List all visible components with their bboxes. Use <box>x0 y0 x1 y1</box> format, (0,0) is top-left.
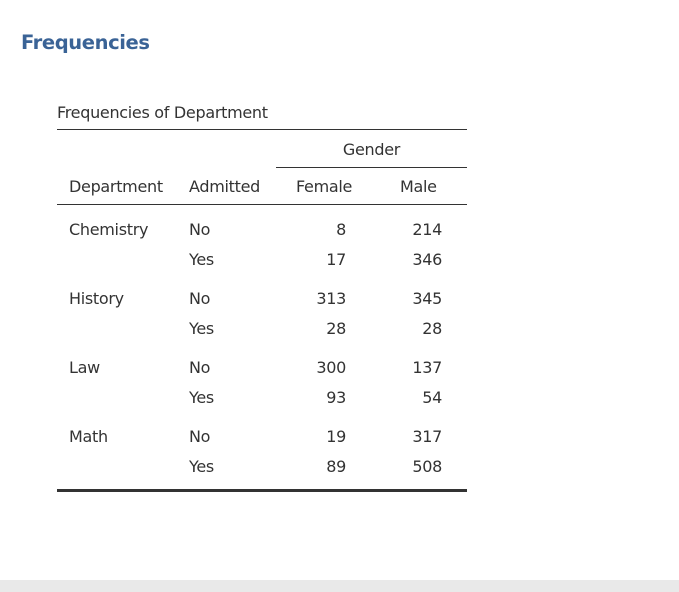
table-caption: Frequencies of Department <box>57 103 268 122</box>
cell-male: 346 <box>412 250 442 269</box>
cell-admitted: No <box>189 289 211 308</box>
cell-department: History <box>69 289 124 308</box>
column-header-department: Department <box>69 177 163 196</box>
table-bottom-rule <box>57 489 467 492</box>
cell-female: 300 <box>316 358 346 377</box>
cell-female: 313 <box>316 289 346 308</box>
cell-department: Chemistry <box>69 220 149 239</box>
cell-female: 28 <box>326 319 346 338</box>
cell-admitted: No <box>189 220 211 239</box>
column-header-female: Female <box>296 177 353 196</box>
results-heading: Frequencies <box>21 31 150 54</box>
cell-female: 8 <box>336 220 346 239</box>
header-rule <box>57 204 467 205</box>
cell-male: 345 <box>412 289 442 308</box>
cell-admitted: Yes <box>189 319 214 338</box>
footer-bar <box>0 580 679 592</box>
cell-admitted: Yes <box>189 388 214 407</box>
cell-admitted: No <box>189 358 211 377</box>
cell-admitted: Yes <box>189 457 214 476</box>
cell-department: Math <box>69 427 108 446</box>
cell-admitted: No <box>189 427 211 446</box>
column-header-male: Male <box>400 177 437 196</box>
cell-female: 19 <box>326 427 346 446</box>
cell-female: 89 <box>326 457 346 476</box>
cell-admitted: Yes <box>189 250 214 269</box>
cell-male: 137 <box>412 358 442 377</box>
group-header-rule <box>276 167 467 168</box>
cell-male: 214 <box>412 220 442 239</box>
cell-male: 28 <box>422 319 442 338</box>
table-top-rule <box>57 129 467 130</box>
cell-male: 508 <box>412 457 442 476</box>
cell-male: 317 <box>412 427 442 446</box>
cell-department: Law <box>69 358 100 377</box>
cell-female: 93 <box>326 388 346 407</box>
cell-female: 17 <box>326 250 346 269</box>
column-header-admitted: Admitted <box>189 177 260 196</box>
gender-group-header: Gender <box>342 140 401 159</box>
cell-male: 54 <box>422 388 442 407</box>
